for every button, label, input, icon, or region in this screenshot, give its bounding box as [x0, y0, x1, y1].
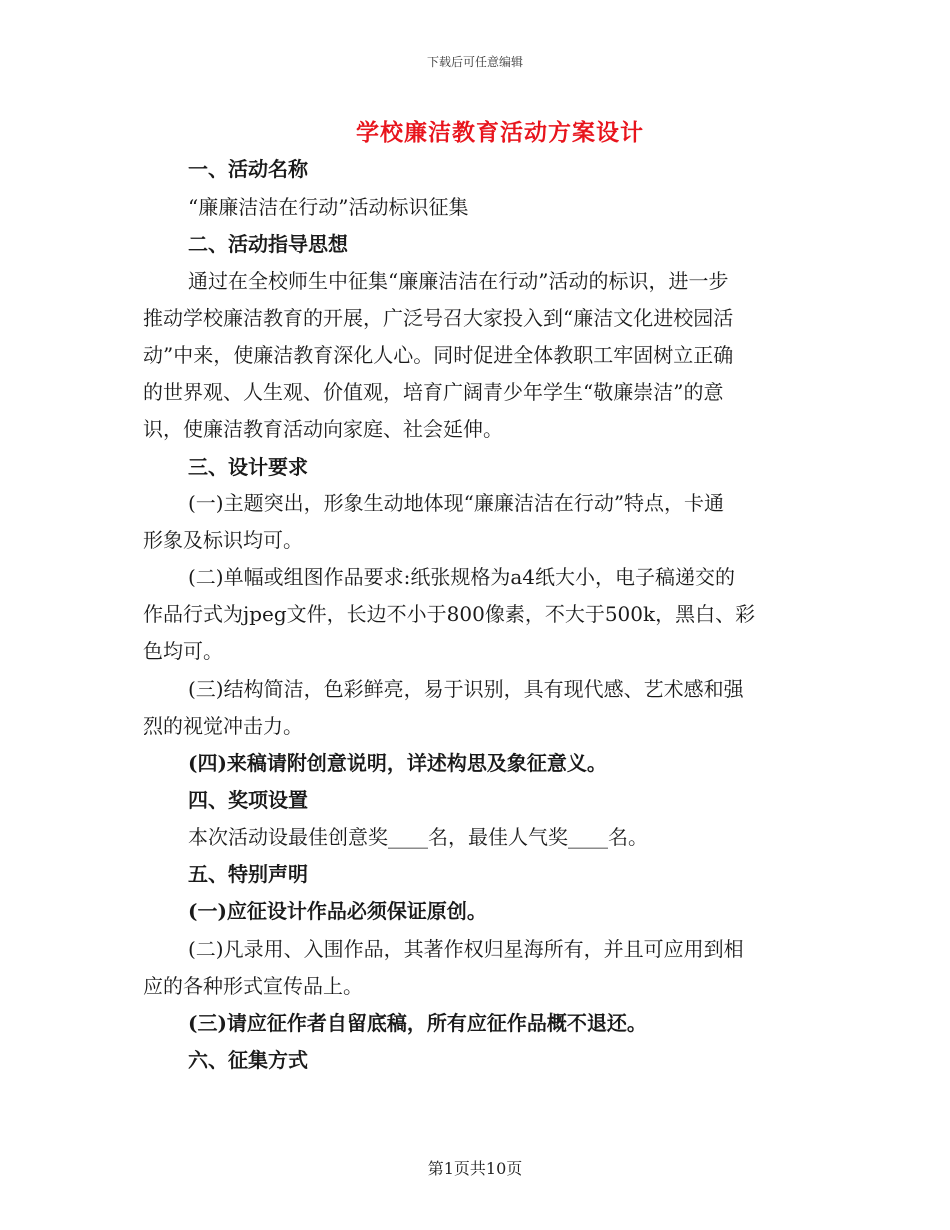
document-title: 学校廉洁教育活动方案设计: [356, 119, 644, 146]
paragraph-line: 识，使廉洁教育活动向家庭、社会延伸。: [143, 417, 503, 441]
paragraph-line: 应的各种形式宣传品上。: [143, 974, 363, 998]
paragraph-line: (一)主题突出，形象生动地体现“廉廉洁洁在行动”特点，卡通: [188, 491, 725, 515]
paragraph-line: 的世界观、人生观、价值观，培育广阔青少年学生“敬廉崇洁”的意: [143, 380, 724, 404]
section-heading-design-requirements: 三、设计要求: [188, 455, 308, 479]
paragraph-line-bold: (一)应征设计作品必须保证原创。: [188, 899, 487, 923]
paragraph-line-bold: (三)请应征作者自留底稿，所有应征作品概不退还。: [188, 1011, 647, 1035]
page-number-footer: 第1页共10页: [427, 1159, 523, 1178]
paragraph-line: 作品行式为jpeg文件，长边不小于800像素，不大于500k，黑白、彩: [143, 602, 756, 626]
paragraph-line: 动”中来，使廉洁教育深化人心。同时促进全体教职工牢固树立正确: [143, 343, 734, 367]
paragraph-line: 形象及标识均可。: [143, 528, 303, 552]
paragraph-line: 推动学校廉洁教育的开展，广泛号召大家投入到“廉洁文化进校园活: [143, 306, 734, 330]
section-heading-collection-method: 六、征集方式: [188, 1048, 308, 1072]
section-heading-special-statement: 五、特别声明: [188, 862, 308, 886]
section-heading-guiding-idea: 二、活动指导思想: [188, 232, 348, 256]
header-note: 下载后可任意编辑: [426, 55, 523, 69]
paragraph-line: (二)单幅或组图作品要求:纸张规格为a4纸大小，电子稿递交的: [188, 565, 735, 589]
paragraph-line: (三)结构简洁，色彩鲜亮，易于识别，具有现代感、艺术感和强: [188, 677, 744, 701]
paragraph-line: 色均可。: [143, 639, 223, 663]
paragraph: “廉廉洁洁在行动”活动标识征集: [188, 195, 469, 219]
paragraph-line: 烈的视觉冲击力。: [143, 714, 303, 738]
section-heading-activity-name: 一、活动名称: [188, 157, 308, 181]
paragraph-line: 本次活动设最佳创意奖____名，最佳人气奖____名。: [188, 825, 648, 849]
section-heading-awards: 四、奖项设置: [188, 788, 308, 812]
paragraph-line: (二)凡录用、入围作品，其著作权归星海所有，并且可应用到相: [188, 937, 744, 961]
paragraph-line-bold: (四)来稿请附创意说明，详述构思及象征意义。: [188, 751, 607, 775]
paragraph-line: 通过在全校师生中征集“廉廉洁洁在行动”活动的标识，进一步: [188, 269, 729, 293]
